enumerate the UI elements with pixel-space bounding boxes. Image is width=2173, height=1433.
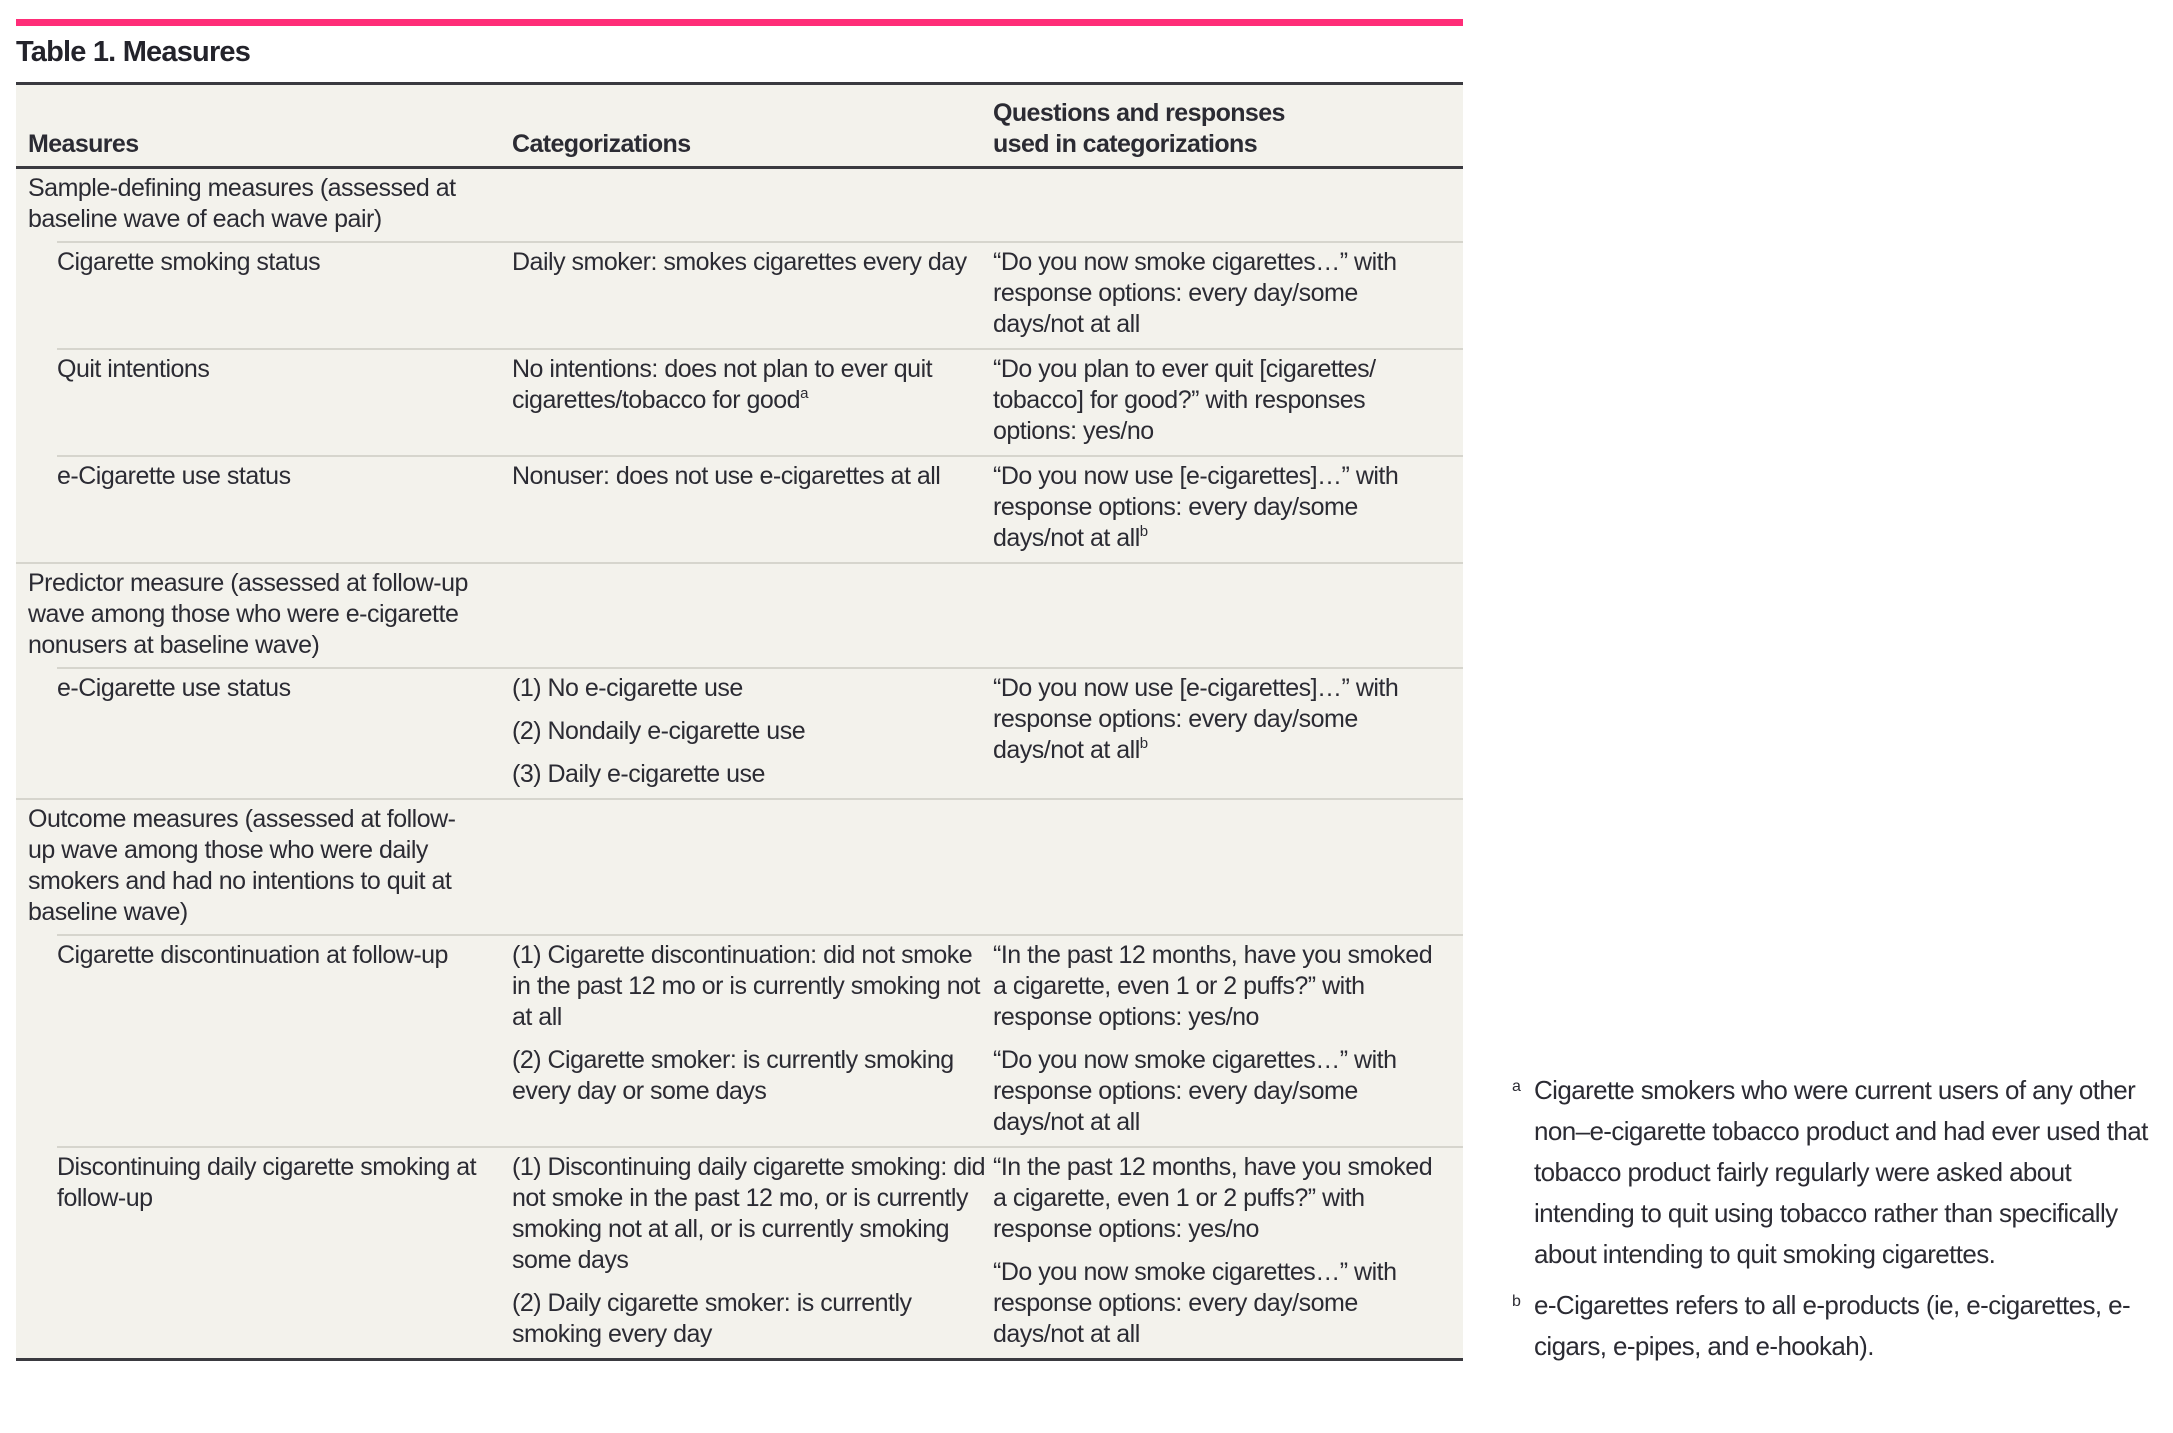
table-title: Table 1. Measures (16, 36, 251, 68)
measure-cell: Cigarette discontinuation at follow-up (57, 941, 448, 969)
categorization-item-text: No intentions: does not plan to ever quit cigarettes/tobacco for good (512, 355, 933, 414)
categorizations-cell (512, 247, 993, 340)
measures-table (16, 82, 1463, 1361)
categorization-item-text: (1) Cigarette discontinuation: did not smoke in the past 12 mo or is currently smoking not at all (512, 941, 981, 1031)
categorization-item-text: (2) Daily cigarette smoker: is currently smoking every day (512, 1289, 912, 1348)
categorization-item-text: Nonuser: does not use e-cigarettes at all (512, 462, 941, 490)
categorization-item-text: (1) Discontinuing daily cigarette smoking: did not smoke in the past 12 mo, or is currently smoking not at all, or is currently smoking some days (512, 1153, 986, 1274)
question-item-text: “Do you now smoke cigarettes…” with response options: every day/some days/not at all (993, 1046, 1397, 1136)
measure-cell: Discontinuing daily cigarette smoking at follow-up (57, 1153, 477, 1212)
question-item (993, 461, 1448, 554)
header-questions-line1: Questions and responses (993, 99, 1285, 127)
table-header (16, 85, 1463, 169)
header-measures: Measures (28, 130, 139, 158)
categorization-item-text: (1) No e-cigarette use (512, 674, 743, 702)
categorization-item-text: (2) Nondaily e-cigarette use (512, 717, 806, 745)
categorization-item (512, 940, 993, 1033)
categorizations-cell (512, 940, 993, 1138)
question-item-text: “Do you now smoke cigarettes…” with response options: every day/some days/not at all (993, 248, 1397, 338)
footnote (1510, 1285, 2170, 1367)
question-item (993, 940, 1448, 1033)
table-row (57, 1146, 1463, 1358)
measure-cell: e-Cigarette use status (57, 462, 291, 490)
table-row (57, 934, 1463, 1146)
question-item-text: “Do you now smoke cigarettes…” with response options: every day/some days/not at all (993, 1258, 1397, 1348)
categorization-item-text: Daily smoker: smokes cigarettes every day (512, 248, 967, 276)
footnotes (1510, 1070, 2170, 1377)
questions-cell (993, 940, 1448, 1138)
table-body (16, 169, 1463, 1358)
section-heading: Outcome measures (assessed at follow-up wave among those who were daily smokers and had no intentions to quit at baseline wave) (28, 805, 456, 926)
footnote (1510, 1070, 2170, 1275)
categorization-item (512, 1045, 993, 1107)
categorization-item (512, 716, 993, 747)
question-item (993, 1257, 1448, 1350)
accent-bar (16, 19, 1463, 26)
categorizations-cell (512, 461, 993, 554)
question-item (993, 1045, 1448, 1138)
table-row (57, 241, 1463, 348)
question-item-text: “Do you plan to ever quit [cigarettes/ tobacco] for good?” with responses options: yes/no (993, 355, 1376, 445)
question-item (993, 673, 1448, 766)
questions-cell (993, 354, 1448, 447)
footnote-mark: b (1512, 1293, 1521, 1310)
footnote-ref: b (1139, 735, 1148, 752)
question-item (993, 1152, 1448, 1245)
header-questions (993, 98, 1413, 160)
question-item-text: “Do you now use [e-cigarettes]…” with response options: every day/some days/not at all (993, 462, 1399, 552)
categorizations-cell (512, 1152, 993, 1350)
questions-cell (993, 247, 1448, 340)
header-questions-line2: used in categorizations (993, 130, 1258, 158)
measure-cell: Cigarette smoking status (57, 248, 321, 276)
question-item (993, 247, 1448, 340)
table-section (16, 798, 1463, 1358)
footnote-ref: b (1139, 523, 1148, 540)
categorization-item-text: (2) Cigarette smoker: is currently smoking every day or some days (512, 1046, 954, 1105)
questions-cell (993, 673, 1448, 790)
question-item-text: “Do you now use [e-cigarettes]…” with response options: every day/some days/not at all (993, 674, 1399, 764)
footnote-text: e-Cigarettes refers to all e-products (ie, e-cigarettes, e-cigars, e-pipes, and e-hookah). (1534, 1290, 2131, 1361)
categorization-item (512, 354, 993, 416)
section-heading: Sample-defining measures (assessed at baseline wave of each wave pair) (28, 174, 456, 233)
section-heading: Predictor measure (assessed at follow-up wave among those who were e-cigarette nonusers at baseline wave) (28, 569, 468, 659)
footnote-ref: a (800, 385, 808, 402)
question-item-text: “In the past 12 months, have you smoked a cigarette, even 1 or 2 puffs?” with response options: yes/no (993, 1153, 1433, 1243)
footnote-mark: a (1512, 1078, 1521, 1095)
table-row (57, 455, 1463, 562)
categorization-item (512, 247, 993, 278)
categorization-item (512, 1152, 993, 1276)
table-section (16, 562, 1463, 798)
measure-cell: e-Cigarette use status (57, 674, 291, 702)
categorization-item (512, 461, 993, 492)
categorizations-cell (512, 354, 993, 447)
question-item-text: “In the past 12 months, have you smoked a cigarette, even 1 or 2 puffs?” with response options: yes/no (993, 941, 1433, 1031)
table-section (16, 169, 1463, 562)
categorizations-cell (512, 673, 993, 790)
question-item (993, 354, 1448, 447)
table-row (57, 348, 1463, 455)
questions-cell (993, 461, 1448, 554)
questions-cell (993, 1152, 1448, 1350)
footnote-text: Cigarette smokers who were current users of any other non–e-cigarette tobacco product and had ever used that tobacco product fairly regularly were asked about intending to quit using tobacco rather than specifically about intending to quit smoking cigarettes. (1534, 1075, 2148, 1269)
categorization-item-text: (3) Daily e-cigarette use (512, 760, 765, 788)
categorization-item (512, 673, 993, 704)
categorization-item (512, 759, 993, 790)
table-row (57, 667, 1463, 798)
categorization-item (512, 1288, 993, 1350)
measure-cell: Quit intentions (57, 355, 210, 383)
header-categorizations: Categorizations (512, 130, 691, 158)
